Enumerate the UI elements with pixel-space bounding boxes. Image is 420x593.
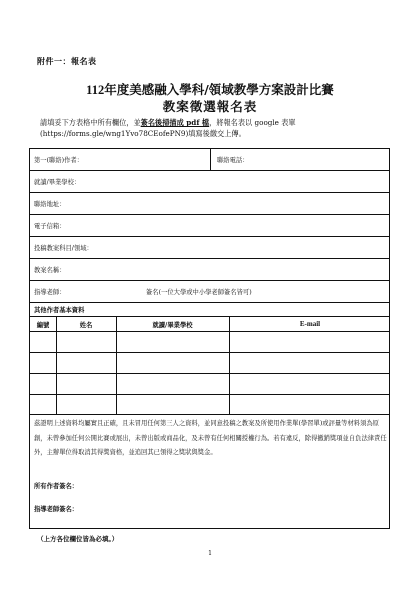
all-authors-signature[interactable]: 所有作者簽名： (34, 483, 79, 490)
col-name: 姓名 (79, 321, 93, 329)
lesson-name-field[interactable]: 教案名稱： (34, 267, 66, 274)
required-note: （上方各位欄位皆為必填。） (37, 535, 119, 543)
table-row[interactable] (30, 374, 389, 395)
col-school: 就讀/畢業學校 (152, 321, 193, 329)
instructions-link: (https://forms.gle/wng1Yvo78CEofePN9)填寫後繳交上傳。 (40, 129, 246, 138)
instructions (40, 117, 390, 139)
instructions-emphasis: 簽名後掃描成 pdf 檔 (140, 118, 210, 127)
row-subject (30, 237, 389, 259)
table-row[interactable] (30, 353, 389, 374)
table-row[interactable] (30, 332, 389, 353)
other-authors-header: 其他作者基本資料 (34, 307, 85, 314)
advisor-field[interactable]: 指導老師： (34, 289, 66, 296)
table-row[interactable] (30, 395, 389, 415)
title-event: 美感融入學科/領域教學方案設計比賽 (129, 82, 334, 97)
row-other-authors-header (30, 303, 389, 317)
col-email: E-mail (299, 320, 321, 328)
row-lesson-name (30, 259, 389, 281)
registration-form (29, 148, 390, 529)
instructions-before: 請填妥下方表格中所有欄位，並 (40, 118, 141, 127)
table-header-row (30, 317, 389, 332)
row-address (30, 193, 389, 215)
attachment-label: 附件一：報名表 (37, 56, 97, 66)
page-number: 1 (208, 550, 212, 557)
row-email (30, 215, 389, 237)
col-number: 編號 (36, 321, 50, 329)
advisor-signature[interactable]: 指導老師簽名： (34, 506, 79, 513)
address-field[interactable]: 聯絡地址： (34, 201, 66, 208)
school-field[interactable]: 就讀/畢業學校： (34, 179, 81, 186)
row-first-author (30, 149, 389, 171)
subject-field[interactable]: 投稿教案科目/領域： (34, 245, 93, 252)
row-school (30, 171, 389, 193)
email-field[interactable]: 電子信箱： (34, 223, 66, 230)
row-advisor (30, 281, 389, 303)
declaration-text: 茲證明上述資料均屬實且正確，且未冒用任何第三人之資料，並同意投稿之教案及所使用作業單(學習單)或評量等材料須為原創，未曾參加任何公開比賽或展出，未曾出版或商品化，及未曾有任何相關授權行為。若有違反，除得撤銷獎項並自負法律責任外，主辦單位得取消其得獎資格，並追回其已領得之獎狀與獎金。 (34, 420, 387, 456)
first-author-field[interactable]: 第一(聯絡)作者： (34, 157, 83, 164)
signature-note: 簽名(一位大學或中小學老師簽名皆可) (146, 289, 252, 296)
title-year: 112年度 (86, 83, 130, 97)
phone-field[interactable]: 聯絡電話： (217, 157, 249, 164)
form-title-line1 (0, 80, 420, 98)
instructions-after: ，將報名表以 google 表單 (209, 118, 296, 127)
form-title-line2: 教案徵選報名表 (162, 99, 258, 114)
